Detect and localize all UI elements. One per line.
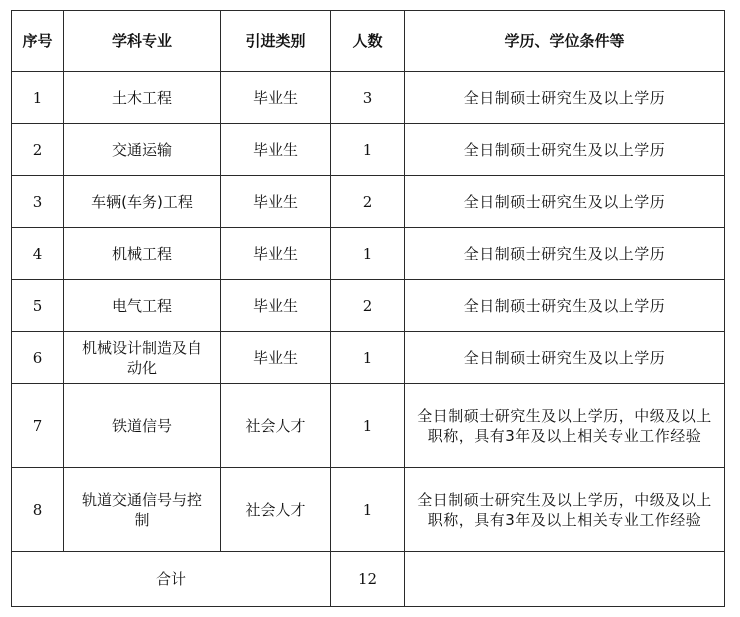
row-category: 社会人才: [221, 384, 331, 468]
row-index: 5: [12, 280, 64, 332]
row-count: 2: [331, 176, 405, 228]
row-index: 7: [12, 384, 64, 468]
row-index: 3: [12, 176, 64, 228]
row-index: 4: [12, 228, 64, 280]
row-count: 1: [331, 332, 405, 384]
row-major: 土木工程: [64, 72, 221, 124]
row-major: 车辆(车务)工程: [64, 176, 221, 228]
row-major: 机械工程: [64, 228, 221, 280]
row-count: 1: [331, 384, 405, 468]
recruitment-table: [11, 10, 725, 607]
row-requirement: 全日制硕士研究生及以上学历: [405, 124, 725, 176]
total-count: 12: [331, 552, 405, 607]
row-count: 3: [331, 72, 405, 124]
header-row: [12, 11, 725, 72]
table-row: [12, 72, 725, 124]
header-index: 序号: [12, 11, 64, 72]
total-empty-cell: [405, 552, 725, 607]
row-requirement: 全日制硕士研究生及以上学历: [405, 228, 725, 280]
header-category: 引进类别: [221, 11, 331, 72]
row-category: 社会人才: [221, 468, 331, 552]
row-index: 6: [12, 332, 64, 384]
row-category: 毕业生: [221, 176, 331, 228]
row-major: 轨道交通信号与控制: [64, 468, 221, 552]
row-category: 毕业生: [221, 332, 331, 384]
table-row: [12, 124, 725, 176]
total-label: 合计: [12, 552, 331, 607]
total-row: [12, 552, 725, 607]
row-major: 交通运输: [64, 124, 221, 176]
row-major: 铁道信号: [64, 384, 221, 468]
table-row: [12, 332, 725, 384]
row-category: 毕业生: [221, 228, 331, 280]
table-row: [12, 228, 725, 280]
row-count: 1: [331, 124, 405, 176]
header-requirement: 学历、学位条件等: [405, 11, 725, 72]
row-category: 毕业生: [221, 72, 331, 124]
table-row: [12, 468, 725, 552]
row-requirement: 全日制硕士研究生及以上学历: [405, 72, 725, 124]
row-count: 1: [331, 228, 405, 280]
row-index: 2: [12, 124, 64, 176]
row-requirement: 全日制硕士研究生及以上学历: [405, 176, 725, 228]
row-category: 毕业生: [221, 280, 331, 332]
table-row: [12, 280, 725, 332]
table-row: [12, 176, 725, 228]
header-major: 学科专业: [64, 11, 221, 72]
row-major: 机械设计制造及自动化: [64, 332, 221, 384]
row-category: 毕业生: [221, 124, 331, 176]
table-row: [12, 384, 725, 468]
row-requirement: 全日制硕士研究生及以上学历: [405, 332, 725, 384]
row-count: 2: [331, 280, 405, 332]
row-index: 8: [12, 468, 64, 552]
row-requirement: 全日制硕士研究生及以上学历，中级及以上职称，具有3年及以上相关专业工作经验: [405, 384, 725, 468]
row-major: 电气工程: [64, 280, 221, 332]
header-count: 人数: [331, 11, 405, 72]
row-count: 1: [331, 468, 405, 552]
row-requirement: 全日制硕士研究生及以上学历，中级及以上职称，具有3年及以上相关专业工作经验: [405, 468, 725, 552]
row-requirement: 全日制硕士研究生及以上学历: [405, 280, 725, 332]
row-index: 1: [12, 72, 64, 124]
